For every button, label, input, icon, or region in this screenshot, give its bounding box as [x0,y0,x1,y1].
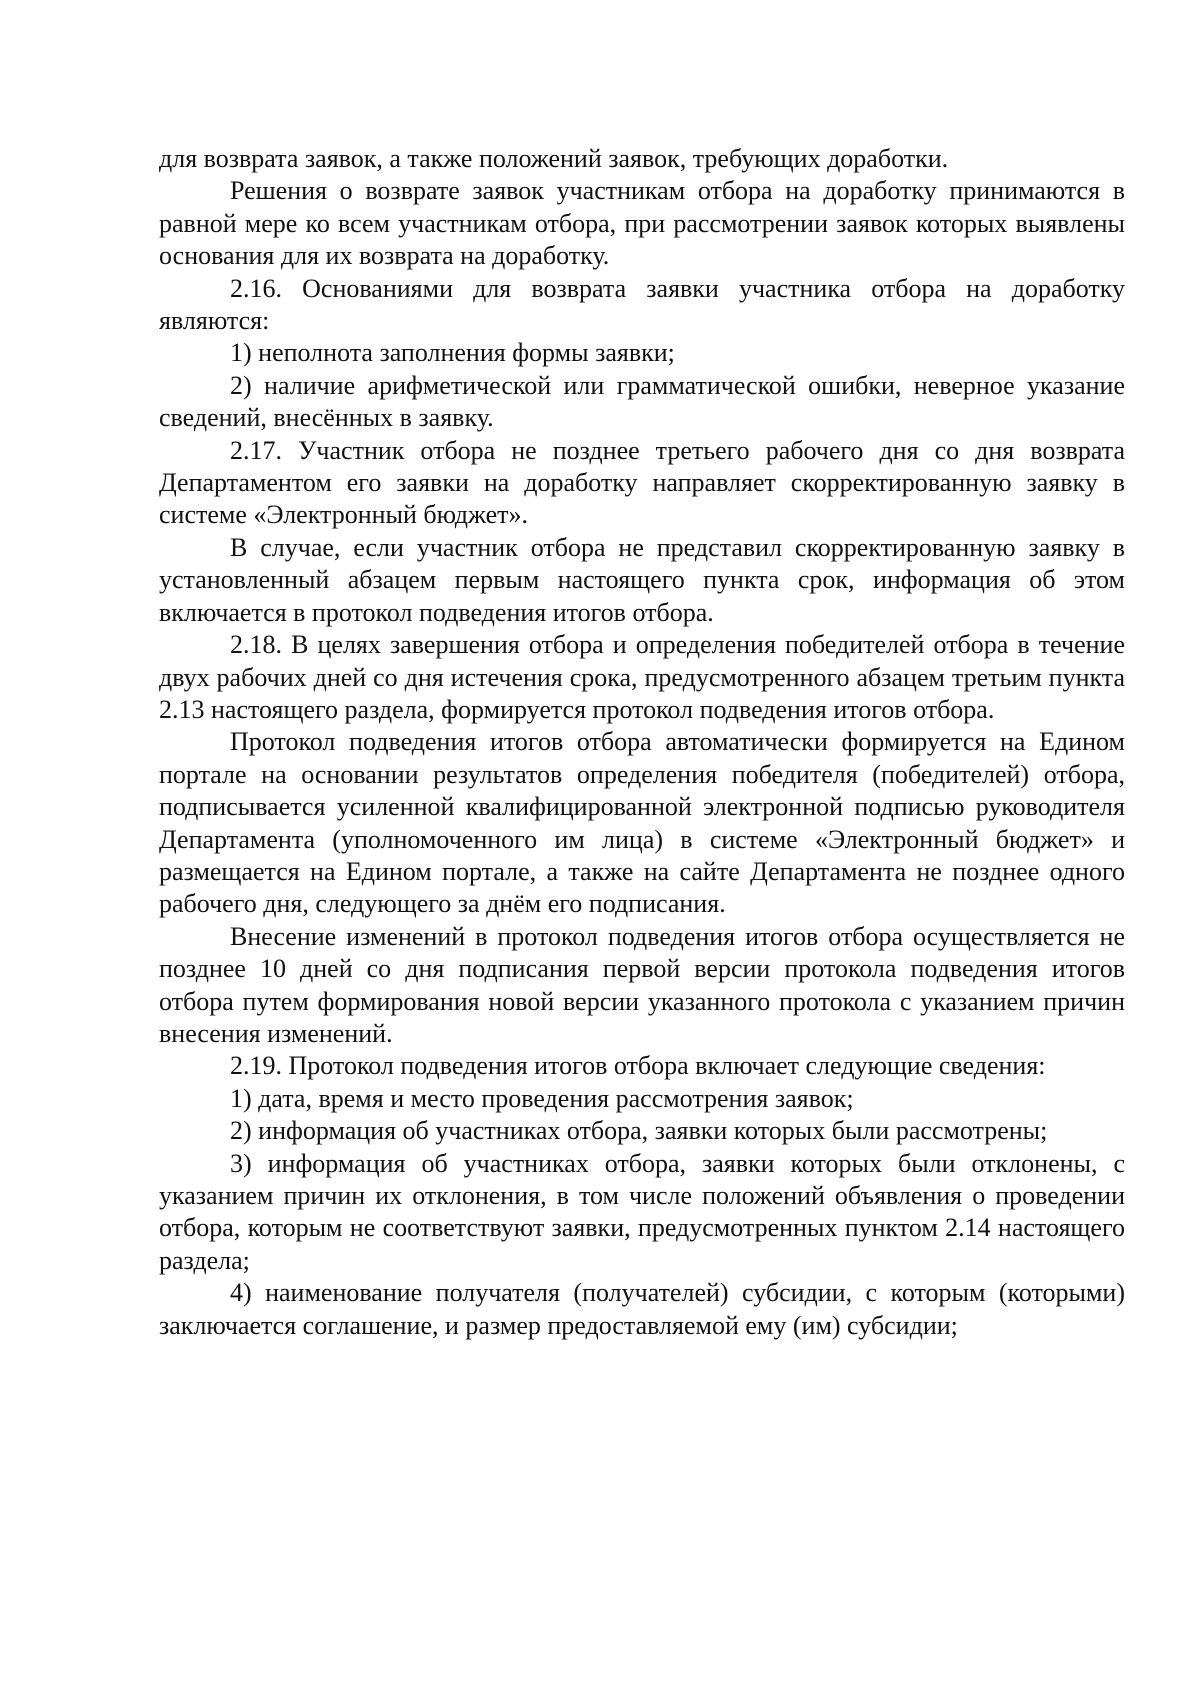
document-body [159,143,1125,1342]
paragraph-return-decisions: Решения о возврате заявок участникам отбора на доработку принимаются в равной мере ко всем участникам отбора, при рассмотрении заявок которых выявлены основания для их возврата на доработку. [159,176,1125,271]
paragraph-2-19-item-1: 1) дата, время и место проведения рассмотрения заявок; [230,1083,854,1113]
paragraph-2-18: 2.18. В целях завершения отбора и определения победителей отбора в течение двух рабочих дней со дня истечения срока, предусмотренного абзацем третьим пункта 2.13 настоящего раздела, формируется протокол подведения итогов отбора. [159,630,1125,724]
paragraph-continuation: для возврата заявок, а также положений заявок, требующих доработки. [159,144,949,173]
paragraph-2-17: 2.17. Участник отбора не позднее третьего рабочего дня со дня возврата Департаментом его заявки на доработку направляет скорректированную заявку в системе «Электронный бюджет». [159,435,1125,530]
paragraph-2-16-item-2: 2) наличие арифметической или грамматической ошибки, неверное указание сведений, внесённых в заявку. [159,370,1125,433]
paragraph-2-17-case: В случае, если участник отбора не представил скорректированную заявку в установленный абзацем первым настоящего пункта срок, информация об этом включается в протокол подведения итогов отбора. [159,532,1125,627]
paragraph-2-19-item-3: 3) информация об участниках отбора, заявки которых были отклонены, с указанием причин их отклонения, в том числе положений объявления о проведении отбора, которым не соответствуют заявки, предусмотренных пунктом 2.14 настоящего раздела; [159,1148,1125,1275]
paragraph-protocol-formation: Протокол подведения итогов отбора автоматически формируется на Едином портале на основании результатов определения победителя (победителей) отбора, подписывается усиленной квалифицированной электронной подписью руководителя Департамента (уполномоченного им лица) в системе «Электронный бюджет» и размещается на Едином портале, а также на сайте Департамента не позднее одного рабочего дня, следующего за днём его подписания. [159,727,1125,919]
paragraph-2-16: 2.16. Основаниями для возврата заявки участника отбора на доработку являются: [159,273,1125,336]
paragraph-2-16-item-1: 1) неполнота заполнения формы заявки; [230,338,675,368]
paragraph-protocol-changes: Внесение изменений в протокол подведения итогов отбора осуществляется не позднее 10 дней со дня подписания первой версии протокола подведения итогов отбора путем формирования новой версии указанного протокола с указанием причин внесения изменений. [159,921,1125,1048]
paragraph-2-19: 2.19. Протокол подведения итогов отбора включает следующие сведения: [230,1051,1046,1081]
paragraph-2-19-item-2: 2) информация об участниках отбора, заявки которых были рассмотрены; [230,1116,1048,1146]
paragraph-2-19-item-4: 4) наименование получателя (получателей) субсидии, с которым (которыми) заключается соглашение, и размер предоставляемой ему (им) субсидии; [159,1278,1125,1340]
